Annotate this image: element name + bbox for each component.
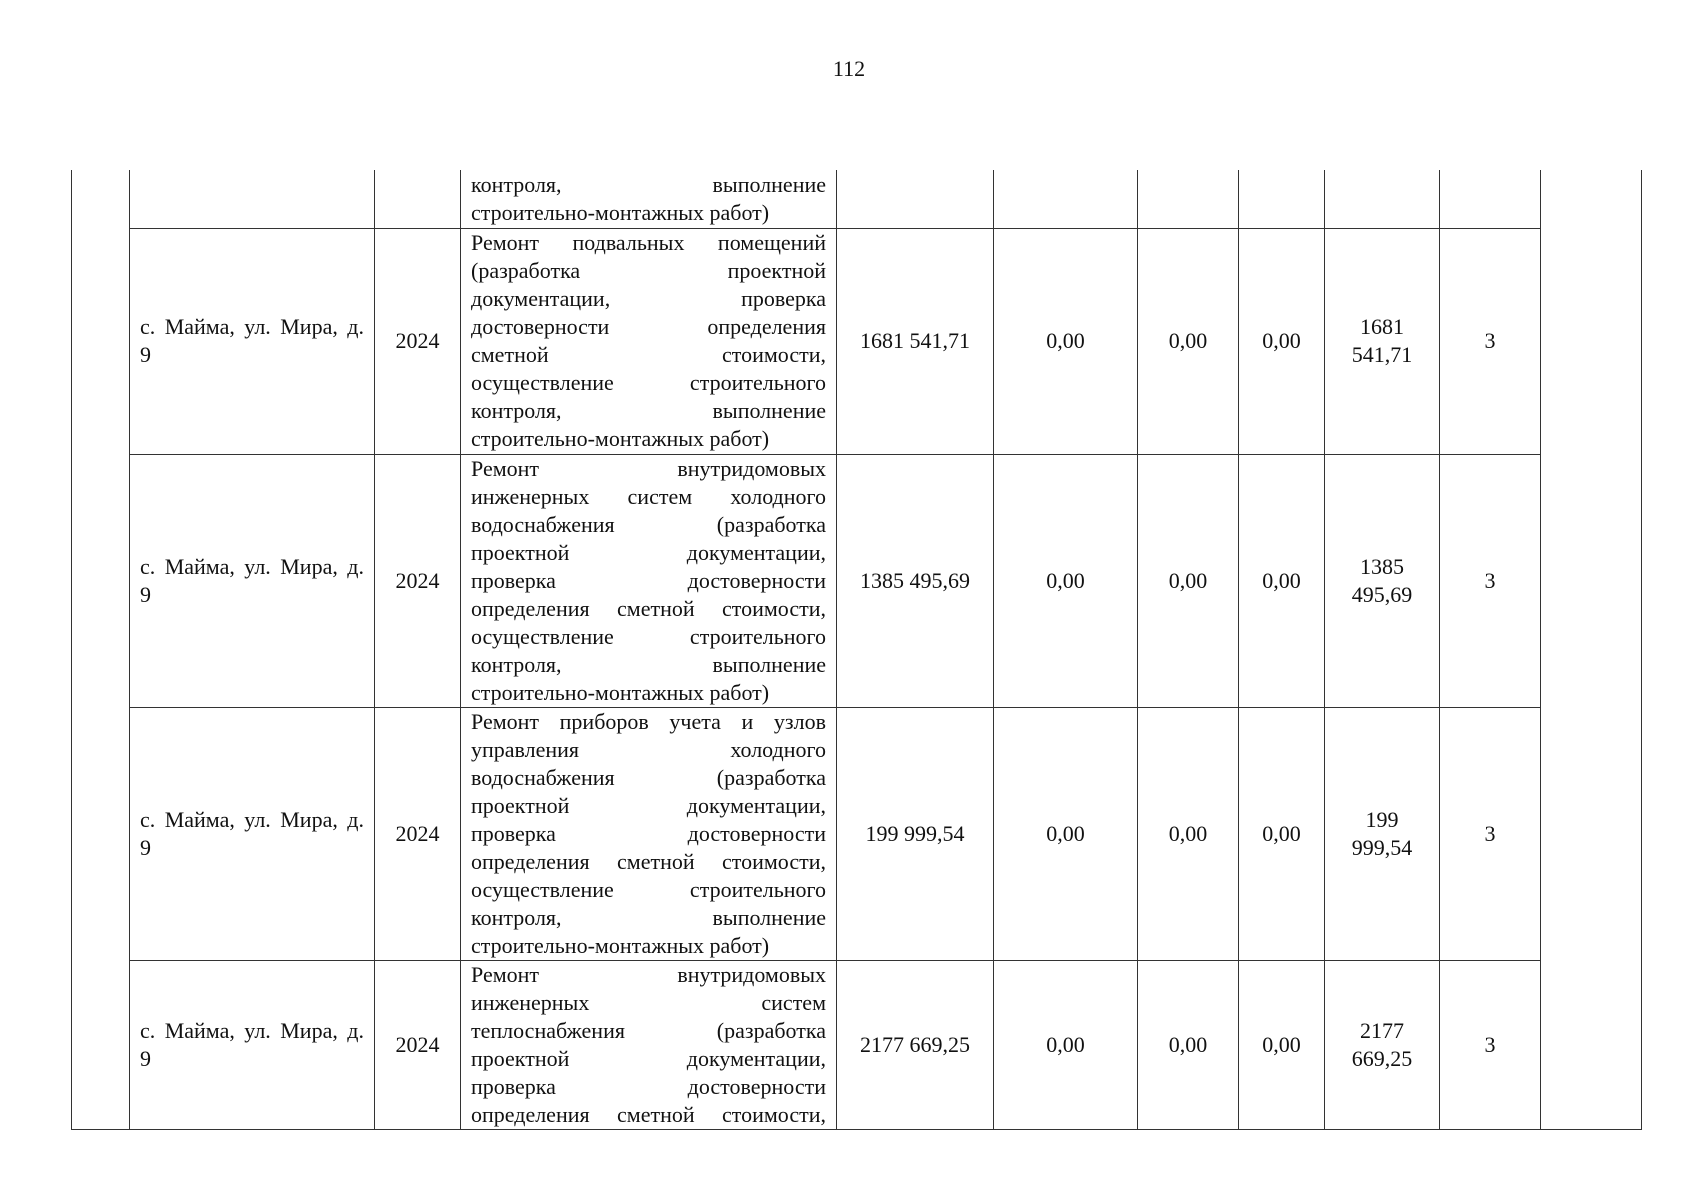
amount-cell: 0,00: [994, 228, 1138, 454]
work-line: определения сметной стоимости,: [471, 595, 826, 621]
work-description-cell: [461, 454, 837, 707]
work-line: проектной документации,: [471, 539, 826, 565]
work-line: проектной документации,: [471, 1045, 826, 1071]
work-line: Ремонт внутридомовых: [471, 961, 826, 987]
count-cell: 3: [1440, 707, 1541, 960]
amount-cell: 2177 669,25: [1325, 960, 1440, 1129]
work-line: осуществление строительного: [471, 370, 826, 395]
number-cell: [72, 170, 130, 1129]
address-cell: с. Майма, ул. Мира, д. 9: [130, 707, 375, 960]
work-description-cell: [461, 228, 837, 454]
amount-cell: 0,00: [994, 707, 1138, 960]
table-row: [72, 454, 1642, 707]
page-number: 112: [832, 56, 866, 81]
note-cell: [1541, 170, 1642, 1129]
work-line: контроля, выполнение: [471, 651, 826, 677]
amount-cell: 199 999,54: [1325, 707, 1440, 960]
work-description-cell: [461, 170, 837, 228]
work-line: контроля, выполнение: [471, 171, 826, 197]
works-table: [71, 170, 1642, 1130]
work-description-cell: [461, 707, 837, 960]
count-cell: [1440, 170, 1541, 228]
amount-cell: [1138, 170, 1239, 228]
work-line: инженерных систем холодного: [471, 483, 826, 509]
table-row: [72, 170, 1642, 228]
work-line: проверка достоверности: [471, 567, 826, 593]
work-line: сметной стоимости,: [471, 342, 826, 367]
count-cell: 3: [1440, 960, 1541, 1129]
amount-cell: 0,00: [1138, 454, 1239, 707]
total-cell: 199 999,54: [837, 707, 994, 960]
total-cell: 1385 495,69: [837, 454, 994, 707]
year-cell: 2024: [375, 228, 461, 454]
work-line: достоверности определения: [471, 314, 826, 339]
total-cell: 2177 669,25: [837, 960, 994, 1129]
work-line: (разработка проектной: [471, 258, 826, 283]
work-line: документации, проверка: [471, 286, 826, 311]
amount-cell: 0,00: [1239, 960, 1325, 1129]
work-line: водоснабжения (разработка: [471, 511, 826, 537]
total-cell: [837, 170, 994, 228]
work-line: осуществление строительного: [471, 876, 826, 902]
amount-cell: 1385 495,69: [1325, 454, 1440, 707]
amount-cell: 0,00: [1138, 228, 1239, 454]
work-line: строительно-монтажных работ): [471, 199, 770, 225]
amount-cell: [1325, 170, 1440, 228]
table-row: [72, 228, 1642, 454]
work-line: контроля, выполнение: [471, 398, 826, 423]
amount-cell: [994, 170, 1138, 228]
work-line: строительно-монтажных работ): [471, 932, 770, 958]
amount-cell: 1681 541,71: [1325, 228, 1440, 454]
amount-cell: 0,00: [1138, 707, 1239, 960]
amount-cell: 0,00: [1239, 228, 1325, 454]
address-cell: с. Майма, ул. Мира, д. 9: [130, 228, 375, 454]
work-line: строительно-монтажных работ): [471, 426, 770, 451]
address-cell: [130, 170, 375, 228]
total-cell: 1681 541,71: [837, 228, 994, 454]
work-line: строительно-монтажных работ): [471, 679, 770, 705]
work-line: инженерных систем: [471, 989, 826, 1015]
year-cell: [375, 170, 461, 228]
work-line: определения сметной стоимости,: [471, 848, 826, 874]
work-line: определения сметной стоимости,: [471, 1101, 826, 1127]
work-description-cell: [461, 960, 837, 1129]
work-line: проверка достоверности: [471, 820, 826, 846]
work-line: водоснабжения (разработка: [471, 764, 826, 790]
work-line: проверка достоверности: [471, 1073, 826, 1099]
year-cell: 2024: [375, 454, 461, 707]
amount-cell: 0,00: [994, 960, 1138, 1129]
work-line: управления холодного: [471, 736, 826, 762]
amount-cell: 0,00: [994, 454, 1138, 707]
count-cell: 3: [1440, 454, 1541, 707]
amount-cell: 0,00: [1138, 960, 1239, 1129]
address-cell: с. Майма, ул. Мира, д. 9: [130, 960, 375, 1129]
work-line: Ремонт внутридомовых: [471, 455, 826, 481]
work-line: Ремонт подвальных помещений: [471, 230, 826, 255]
work-line: контроля, выполнение: [471, 904, 826, 930]
table-row: [72, 960, 1642, 1129]
work-line: проектной документации,: [471, 792, 826, 818]
year-cell: 2024: [375, 960, 461, 1129]
amount-cell: 0,00: [1239, 454, 1325, 707]
amount-cell: [1239, 170, 1325, 228]
amount-cell: 0,00: [1239, 707, 1325, 960]
table-row: [72, 707, 1642, 960]
work-line: осуществление строительного: [471, 623, 826, 649]
year-cell: 2024: [375, 707, 461, 960]
work-line: теплоснабжения (разработка: [471, 1017, 826, 1043]
count-cell: 3: [1440, 228, 1541, 454]
address-cell: с. Майма, ул. Мира, д. 9: [130, 454, 375, 707]
work-line: Ремонт приборов учета и узлов: [471, 708, 826, 734]
